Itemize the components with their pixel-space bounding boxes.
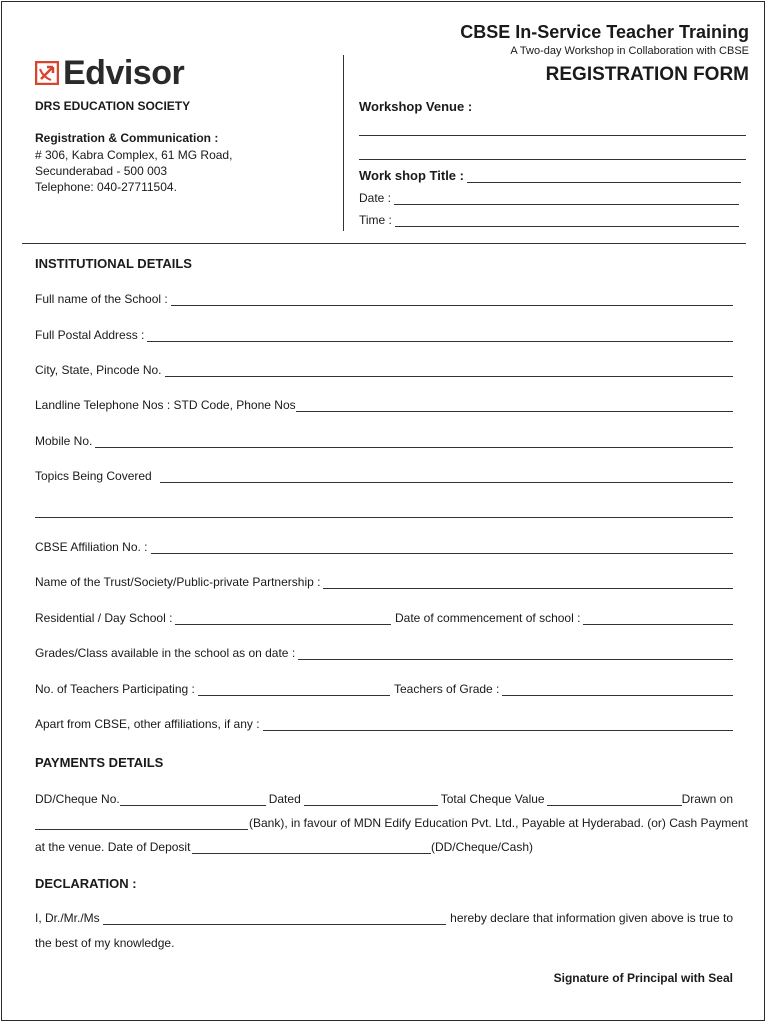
city-state-field[interactable]: [35, 363, 733, 377]
workshop-title-line[interactable]: [467, 171, 741, 183]
topics-line[interactable]: [160, 471, 733, 483]
school-name-field[interactable]: [35, 292, 733, 306]
bank-line[interactable]: [35, 818, 248, 830]
venue-line-2[interactable]: [359, 159, 746, 160]
affiliation-no-field[interactable]: [35, 540, 733, 554]
payments-heading: PAYMENTS DETAILS: [35, 755, 164, 770]
workshop-title-field[interactable]: [359, 169, 741, 183]
other-affiliations-field[interactable]: [35, 717, 733, 731]
date-field[interactable]: [359, 191, 739, 205]
teachers-participating-line[interactable]: [198, 684, 390, 696]
other-affiliations-line[interactable]: [263, 719, 733, 731]
dd-cheque-label: DD/Cheque No.: [35, 792, 120, 806]
affiliation-no-line[interactable]: [151, 542, 734, 554]
teachers-grade-line[interactable]: [502, 684, 733, 696]
school-name-line[interactable]: [171, 294, 733, 306]
time-line[interactable]: [395, 215, 739, 227]
page-title: CBSE In-Service Teacher Training: [460, 22, 749, 42]
topics-label: Topics Being Covered: [35, 469, 152, 483]
mobile-label: Mobile No.: [35, 434, 93, 448]
teachers-grade-label: Teachers of Grade :: [394, 682, 500, 696]
other-affiliations-label: Apart from CBSE, other affiliations, if any :: [35, 717, 260, 731]
address-line-2: Secunderabad - 500 003: [35, 164, 168, 178]
landline-label: Landline Telephone Nos : STD Code, Phone Nos: [35, 398, 296, 412]
teachers-participating-field[interactable]: [35, 682, 390, 696]
declaration-suffix: hereby declare that information given above is true to: [450, 911, 733, 925]
institutional-heading: INSTITUTIONAL DETAILS: [35, 256, 192, 271]
workshop-venue-label: Workshop Venue :: [359, 99, 473, 114]
topics-field[interactable]: [35, 469, 733, 483]
affiliation-no-label: CBSE Affiliation No. :: [35, 540, 148, 554]
residential-line[interactable]: [175, 613, 391, 625]
total-value-label: Total Cheque Value: [440, 792, 545, 806]
header-divider: [343, 55, 344, 231]
signature-label: Signature of Principal with Seal: [553, 971, 733, 985]
grades-label: Grades/Class available in the school as on date :: [35, 646, 296, 660]
commencement-label: Date of commencement of school :: [395, 611, 581, 625]
address-line-1: # 306, Kabra Complex, 61 MG Road,: [35, 148, 233, 162]
trust-name-line[interactable]: [323, 577, 733, 589]
date-label: Date :: [359, 191, 392, 205]
form-title: REGISTRATION FORM: [545, 64, 749, 85]
deposit-mode-label: (DD/Cheque/Cash): [430, 840, 533, 854]
payment-row-2: [35, 816, 748, 830]
venue-line-1[interactable]: [359, 135, 746, 136]
residential-field[interactable]: [35, 611, 391, 625]
landline-field[interactable]: [35, 398, 733, 412]
grades-field[interactable]: [35, 646, 733, 660]
time-field[interactable]: [359, 213, 739, 227]
declaration-row: [35, 911, 733, 925]
contact-heading: Registration & Communication :: [35, 131, 219, 145]
dated-label: Dated: [268, 792, 301, 806]
commencement-field[interactable]: [395, 611, 733, 625]
school-name-label: Full name of the School :: [35, 292, 168, 306]
bank-text: (Bank), in favour of MDN Edify Education Pvt. Ltd., Payable at Hyderabad. (or) Cash Payment: [249, 816, 748, 830]
edvisor-logo-icon: [35, 61, 59, 85]
total-value-line[interactable]: [547, 794, 682, 806]
commencement-line[interactable]: [583, 613, 733, 625]
time-label: Time :: [359, 213, 392, 227]
postal-address-line[interactable]: [147, 330, 733, 342]
residential-label: Residential / Day School :: [35, 611, 173, 625]
topics-line-2[interactable]: [35, 517, 733, 518]
declaration-prefix: I, Dr./Mr./Ms: [35, 911, 100, 925]
declaration-heading: DECLARATION :: [35, 876, 137, 891]
postal-address-label: Full Postal Address :: [35, 328, 145, 342]
declarant-name-line[interactable]: [103, 913, 446, 925]
workshop-title-label: Work shop Title :: [359, 168, 464, 183]
grades-line[interactable]: [298, 648, 733, 660]
drawn-on-label: Drawn on: [681, 792, 733, 806]
deposit-label: at the venue. Date of Deposit: [35, 840, 191, 854]
dd-cheque-line[interactable]: [120, 794, 266, 806]
logo-text: Edvisor: [63, 54, 185, 92]
landline-line[interactable]: [296, 400, 733, 412]
payment-row-1: [35, 792, 733, 806]
teachers-participating-label: No. of Teachers Participating :: [35, 682, 195, 696]
date-line[interactable]: [394, 193, 739, 205]
postal-address-field[interactable]: [35, 328, 733, 342]
trust-name-field[interactable]: [35, 575, 733, 589]
edvisor-logo: [35, 55, 184, 91]
header-separator: [22, 243, 746, 244]
trust-name-label: Name of the Trust/Society/Public-private Partnership :: [35, 575, 321, 589]
society-name: DRS EDUCATION SOCIETY: [35, 99, 191, 113]
dated-line[interactable]: [304, 794, 438, 806]
mobile-line[interactable]: [95, 436, 733, 448]
city-state-label: City, State, Pincode No.: [35, 363, 162, 377]
declaration-line-2: the best of my knowledge.: [35, 936, 175, 950]
page-subtitle: A Two-day Workshop in Collaboration with CBSE: [510, 45, 749, 57]
city-state-line[interactable]: [165, 365, 733, 377]
mobile-field[interactable]: [35, 434, 733, 448]
deposit-date-line[interactable]: [192, 842, 431, 854]
teachers-grade-field[interactable]: [394, 682, 733, 696]
payment-row-3: [35, 840, 533, 854]
telephone: Telephone: 040-27711504.: [35, 180, 177, 194]
